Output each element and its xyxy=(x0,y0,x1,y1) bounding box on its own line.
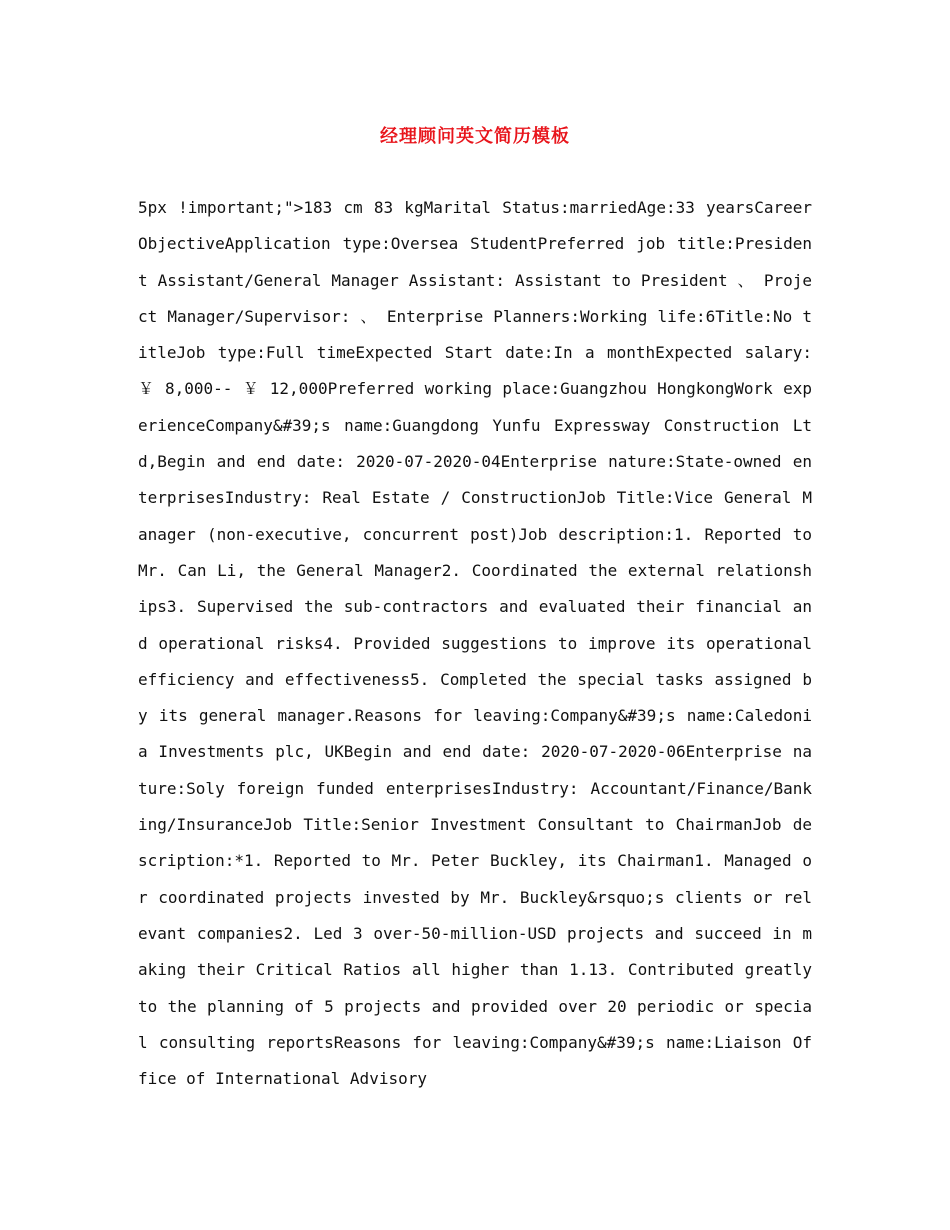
document-title: 经理顾问英文简历模板 xyxy=(380,126,570,147)
resume-body-text: 5px !important;">183 cm 83 kgMarital Status:marriedAge:33 yearsCareer ObjectiveApplication type:Oversea StudentPreferred job title:President Assistant/General Manager Assistant: Assistant to President 、 Project Manager/Supervisor: 、 Enterprise Planners:Working life:6Title:No titleJob type:Full timeExpected Start date:In a monthExpected salary: ￥ 8,000-- ￥ 12,000Preferred working place:Guangzhou HongkongWork experienceCompany&#39;s name:Guangdong Yunfu Expressway Construction Ltd,Begin and end date: 2020-07-2020-04Enterprise nature:State-owned enterprisesIndustry: Real Estate / ConstructionJob Title:Vice General Manager (non-executive, concurrent post)Job description:1. Reported to Mr. Can Li, the General Manager2. Coordinated the external relationships3. Supervised the sub-contractors and evaluated their financial and operational risks4. Provided suggestions to improve its operational efficiency and effectiveness5. Completed the special tasks assigned by its general manager.Reasons for leaving:Company&#39;s name:Caledonia Investments plc, UKBegin and end date: 2020-07-2020-06Enterprise nature:Soly foreign funded enterprisesIndustry: Accountant/Finance/Banking/InsuranceJob Title:Senior Investment Consultant to ChairmanJob description:*1. Reported to Mr. Peter Buckley, its Chairman1. Managed or coordinated projects invested by Mr. Buckley&rsquo;s clients or relevant companies2. Led 3 over-50-million-USD projects and succeed in making their Critical Ratios all higher than 1.13. Contributed greatly to the planning of 5 projects and provided over 20 periodic or special consulting reportsReasons for leaving:Company&#39;s name:Liaison Office of International Advisory xyxy=(138,198,813,1089)
